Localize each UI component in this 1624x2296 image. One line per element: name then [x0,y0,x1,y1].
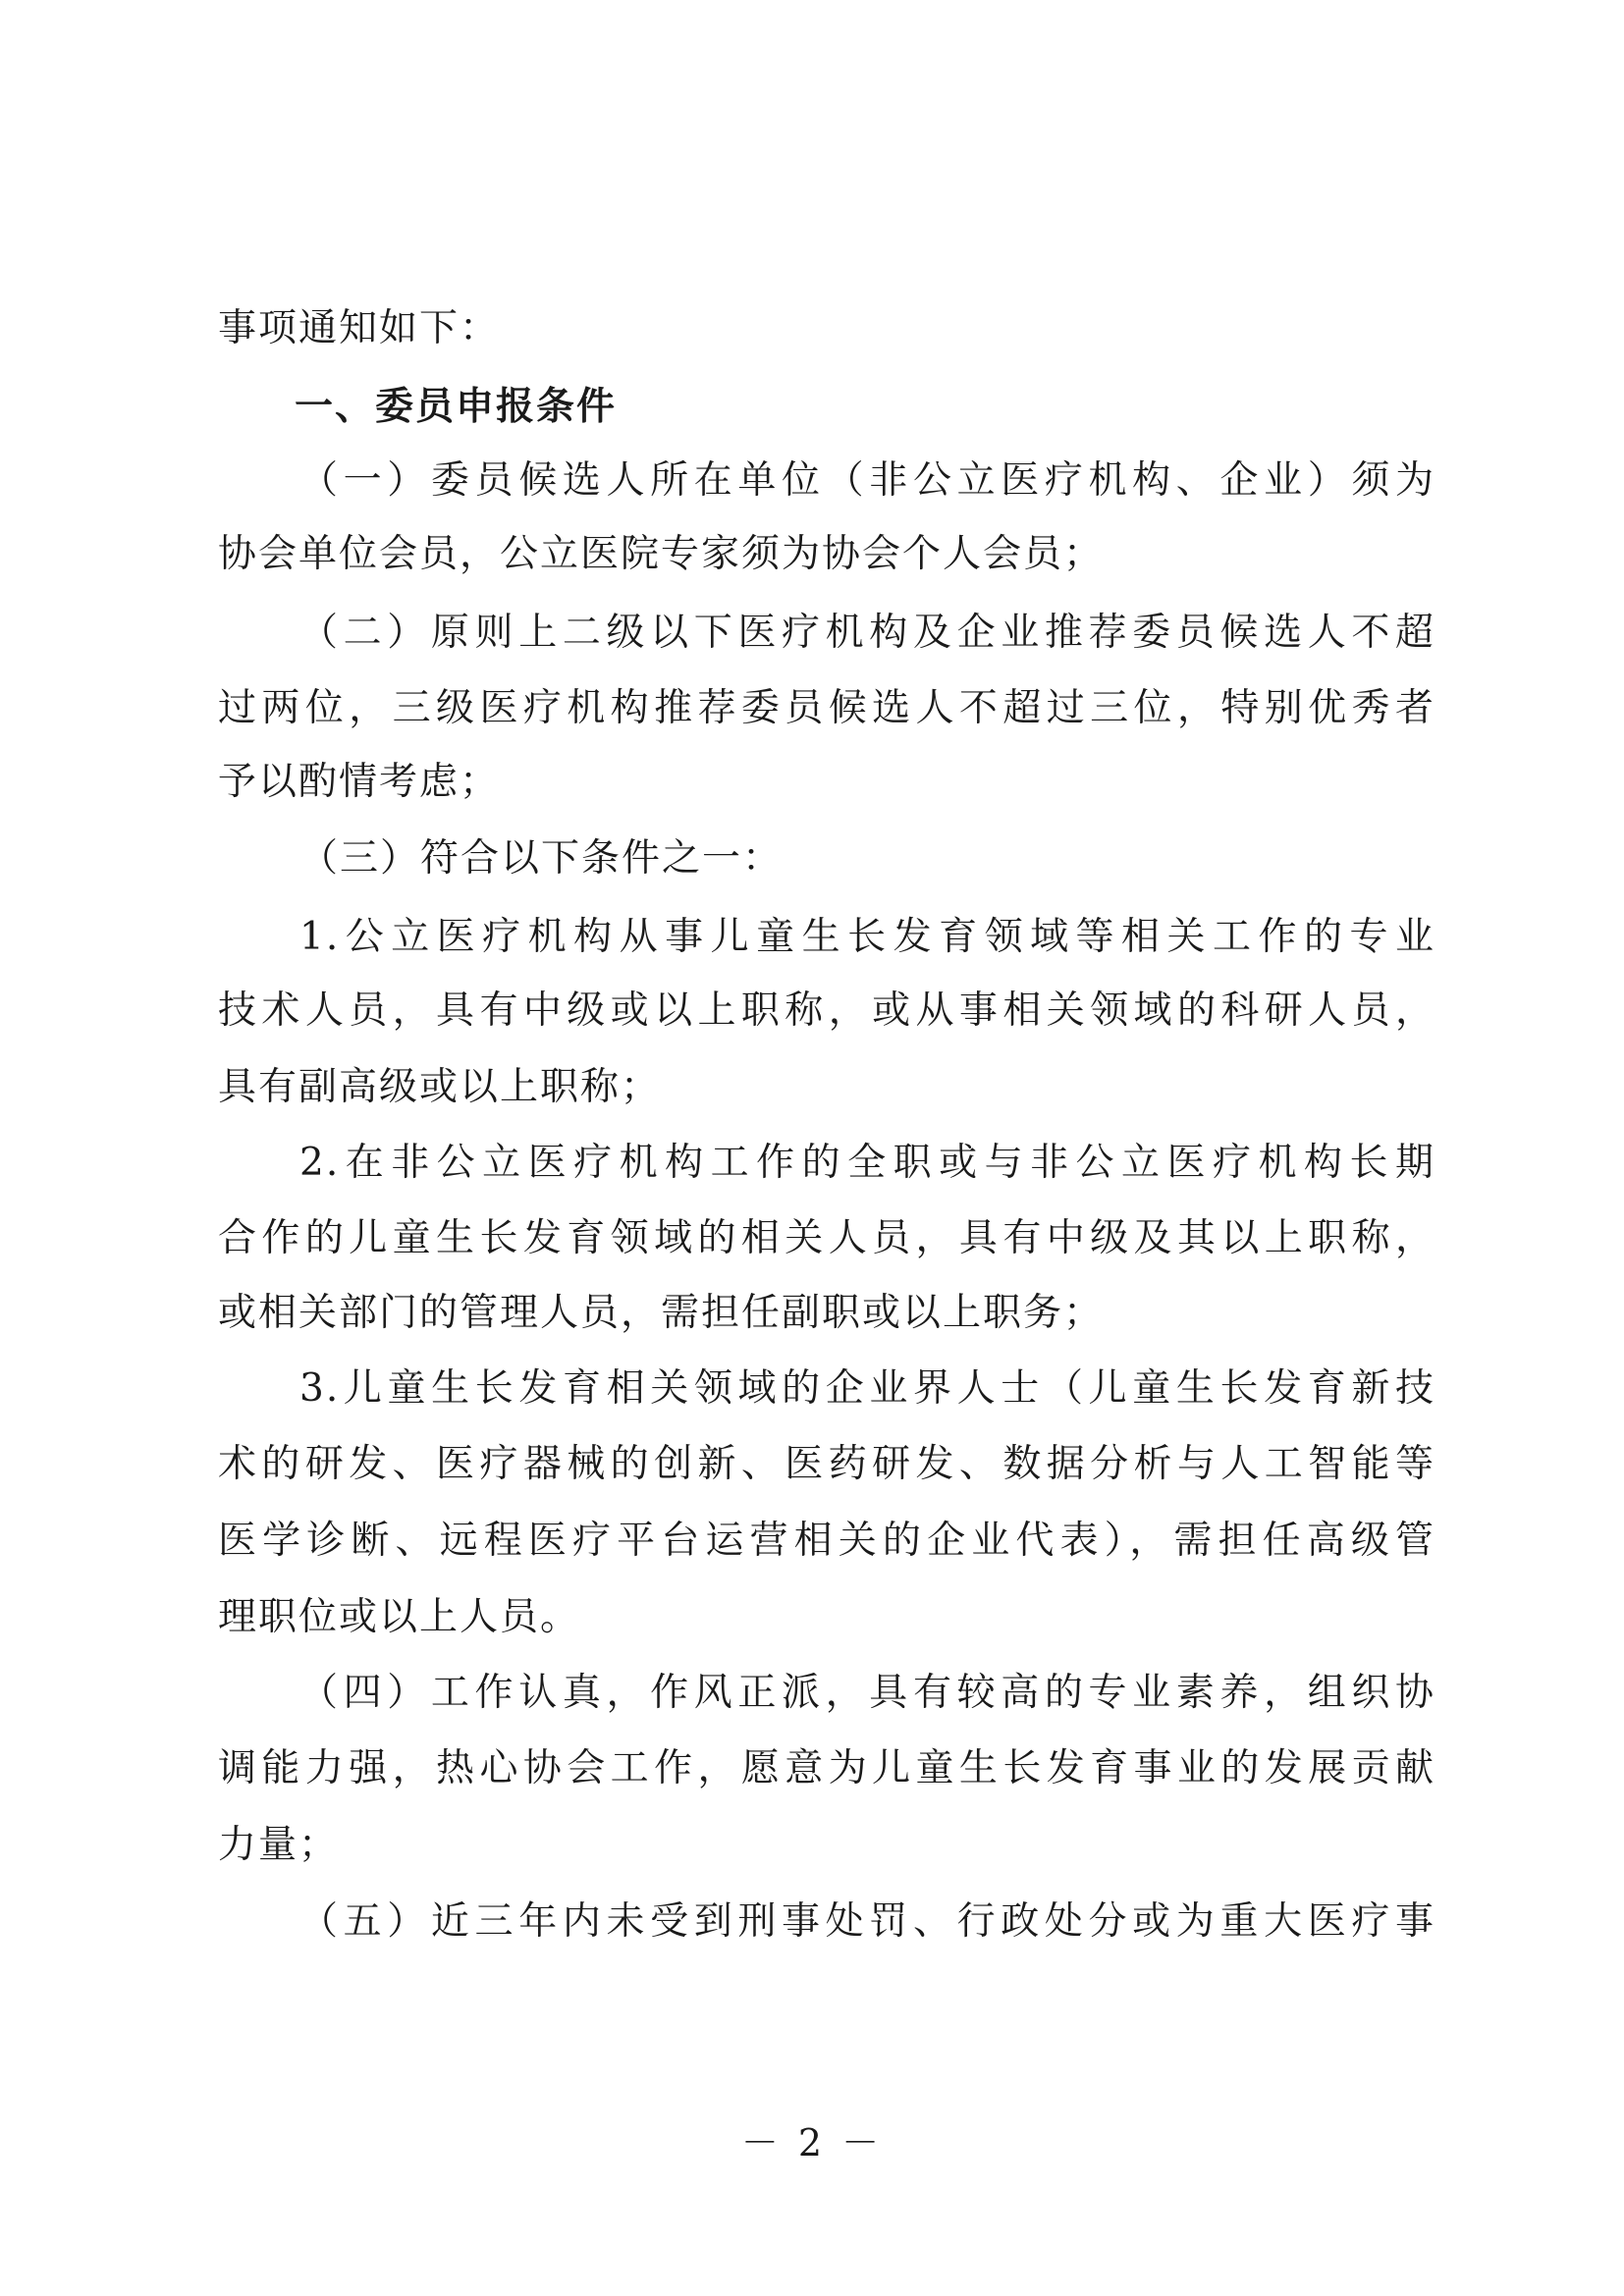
paragraph-line: 力量； [218,1823,340,1867]
paragraph-line: 1.公立医疗机构从事儿童生长发育领域等相关工作的专业 [299,915,1435,959]
paragraph-line: 理职位或以上人员。 [218,1595,581,1639]
paragraph-line: 协会单位会员，公立医院专家须为协会个人会员； [218,532,1105,576]
paragraph-line: 术的研发、医疗器械的创新、医药研发、数据分析与人工智能等 [218,1442,1435,1486]
paragraph-line-intro: 事项通知如下： [218,306,501,350]
paragraph-line: （四）工作认真，作风正派，具有较高的专业素养，组织协 [299,1671,1435,1715]
section-heading: 一、委员申报条件 [295,385,618,429]
paragraph-line: 医学诊断、远程医疗平台运营相关的企业代表），需担任高级管 [218,1519,1435,1563]
paragraph-line: 或相关部门的管理人员，需担任副职或以上职务； [218,1291,1105,1335]
paragraph-line: 予以酌情考虑； [218,760,501,804]
paragraph-line: （一）委员候选人所在单位（非公立医疗机构、企业）须为 [299,458,1435,503]
paragraph-line: （三）符合以下条件之一： [299,836,784,881]
paragraph-line: 2.在非公立医疗机构工作的全职或与非公立医疗机构长期 [299,1141,1435,1185]
paragraph-line: 过两位，三级医疗机构推荐委员候选人不超过三位，特别优秀者 [218,686,1435,730]
page-number: － 2 － [740,2121,884,2164]
paragraph-line: 调能力强，热心协会工作，愿意为儿童生长发育事业的发展贡献 [218,1746,1435,1790]
paragraph-line: 3.儿童生长发育相关领域的企业界人士（儿童生长发育新技 [299,1366,1435,1411]
paragraph-line: 合作的儿童生长发育领域的相关人员，具有中级及其以上职称， [218,1216,1435,1260]
paragraph-line: （五）近三年内未受到刑事处罚、行政处分或为重大医疗事 [299,1899,1435,1944]
paragraph-line: 技术人员，具有中级或以上职称，或从事相关领域的科研人员， [218,988,1435,1033]
paragraph-line: 具有副高级或以上职称； [218,1065,662,1109]
paragraph-line: （二）原则上二级以下医疗机构及企业推荐委员候选人不超 [299,611,1435,655]
